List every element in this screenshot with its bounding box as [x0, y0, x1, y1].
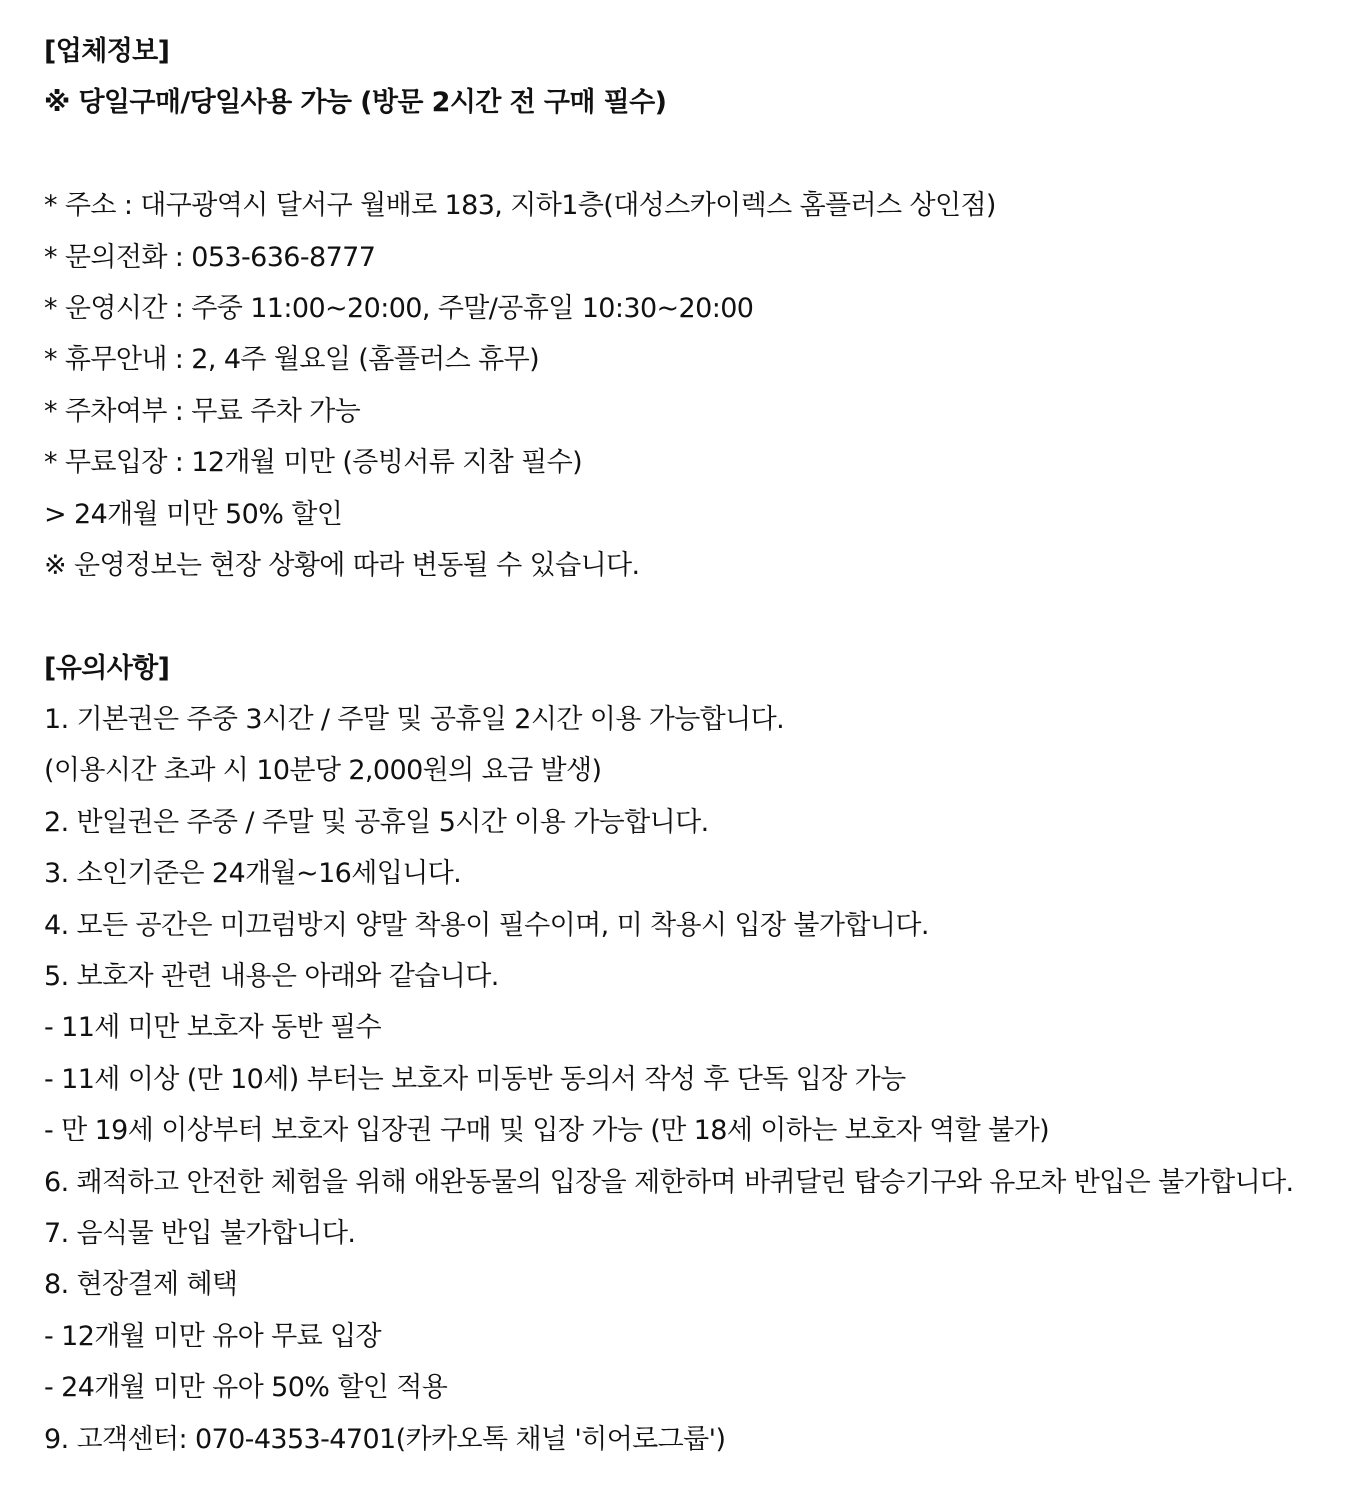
caution-line-6: 6. 쾌적하고 안전한 체험을 위해 애완동물의 입장을 제한하며 바퀴달린 탑승기구와 유모차 반입은 불가합니다. — [44, 1166, 1294, 1198]
caution-line-2: 2. 반일권은 주중 / 주말 및 공휴일 5시간 이용 가능합니다. — [44, 806, 709, 838]
document-body — [44, 30, 1334, 1469]
caution-line-5: 5. 보호자 관련 내용은 아래와 같습니다. — [44, 961, 499, 993]
same-day-notice: ※ 당일구매/당일사용 가능 (방문 2시간 전 구매 필수) — [44, 87, 667, 119]
phone-line: * 문의전화 : 053-636-8777 — [44, 241, 376, 273]
parking-line: * 주차여부 : 무료 주차 가능 — [44, 395, 361, 427]
closed-line: * 휴무안내 : 2, 4주 월요일 (홈플러스 휴무) — [44, 344, 540, 376]
free-entry-line: * 무료입장 : 12개월 미만 (증빙서류 지참 필수) — [44, 447, 583, 479]
caution-line-3: 3. 소인기준은 24개월~16세입니다. — [44, 858, 462, 890]
onsite-benefit-1: - 12개월 미만 유아 무료 입장 — [44, 1320, 382, 1352]
discount-line: > 24개월 미만 50% 할인 — [44, 498, 343, 530]
hours-line: * 운영시간 : 주중 11:00~20:00, 주말/공휴일 10:30~20:00 — [44, 292, 754, 324]
guardian-rule-1: - 11세 미만 보호자 동반 필수 — [44, 1012, 382, 1044]
address-line: * 주소 : 대구광역시 달서구 월배로 183, 지하1층(대성스카이렉스 홈플러스 상인점) — [44, 190, 996, 222]
change-notice-line: ※ 운영정보는 현장 상황에 따라 변동될 수 있습니다. — [44, 549, 640, 581]
caution-line-4: 4. 모든 공간은 미끄럼방지 양말 착용이 필수이며, 미 착용시 입장 불가합니다. — [44, 909, 929, 941]
cautions-heading: [유의사항] — [44, 652, 170, 684]
onsite-benefit-2: - 24개월 미만 유아 50% 할인 적용 — [44, 1372, 448, 1404]
guardian-rule-3: - 만 19세 이상부터 보호자 입장권 구매 및 입장 가능 (만 18세 이하는 보호자 역할 불가) — [44, 1115, 1050, 1147]
guardian-rule-2: - 11세 이상 (만 10세) 부터는 보호자 미동반 동의서 작성 후 단독 입장 가능 — [44, 1063, 906, 1095]
company-info-heading: [업체정보] — [44, 36, 170, 67]
spacer — [44, 133, 1334, 184]
caution-line-9: 9. 고객센터: 070-4353-4701(카카오톡 채널 '히어로그룹') — [44, 1423, 726, 1455]
caution-line-1-note: (이용시간 초과 시 10분당 2,000원의 요금 발생) — [44, 755, 602, 787]
caution-line-7: 7. 음식물 반입 불가합니다. — [44, 1217, 356, 1249]
caution-line-8: 8. 현장결제 혜택 — [44, 1269, 238, 1301]
spacer — [44, 595, 1334, 646]
caution-line-1: 1. 기본권은 주중 3시간 / 주말 및 공휴일 2시간 이용 가능합니다. — [44, 704, 785, 736]
